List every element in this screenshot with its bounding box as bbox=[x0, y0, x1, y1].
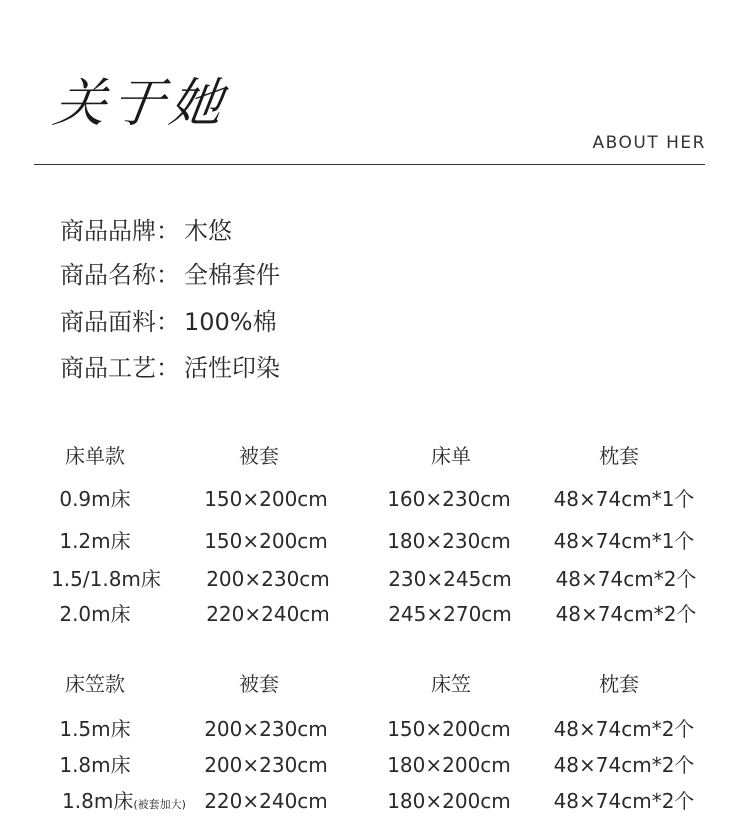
table-header: 床笠款 bbox=[65, 672, 125, 696]
info-value: 全棉套件 bbox=[184, 261, 280, 289]
info-value: 木悠 bbox=[184, 217, 232, 245]
info-row-name bbox=[60, 260, 280, 290]
table-cell: 230×245cm bbox=[388, 567, 512, 591]
header-divider bbox=[34, 164, 705, 165]
table-cell: 200×230cm bbox=[206, 567, 330, 591]
table-cell: 160×230cm bbox=[387, 487, 511, 511]
table-cell: 150×200cm bbox=[204, 529, 328, 553]
page-title-en: ABOUT HER bbox=[592, 133, 706, 153]
size-label: 1.8m床 bbox=[62, 789, 134, 813]
table-cell: 200×230cm bbox=[204, 717, 328, 741]
table-header: 床单款 bbox=[65, 444, 125, 468]
table-cell: 48×74cm*2个 bbox=[553, 753, 695, 777]
table-cell: 48×74cm*2个 bbox=[555, 602, 697, 626]
size-note: (被套加大) bbox=[133, 798, 186, 811]
table-cell: 150×200cm bbox=[387, 717, 511, 741]
table-cell: 220×240cm bbox=[206, 602, 330, 626]
table-cell: 245×270cm bbox=[388, 602, 512, 626]
table-cell: 48×74cm*1个 bbox=[553, 487, 695, 511]
table-cell: 200×230cm bbox=[204, 753, 328, 777]
table-cell bbox=[62, 788, 186, 818]
info-label: 商品面料： bbox=[60, 308, 180, 336]
info-label: 商品名称： bbox=[60, 261, 180, 289]
table-cell: 48×74cm*2个 bbox=[553, 717, 695, 741]
info-value: 100%棉 bbox=[184, 308, 277, 336]
table-cell: 0.9m床 bbox=[59, 487, 131, 511]
table-header: 枕套 bbox=[599, 672, 639, 696]
table-cell: 1.2m床 bbox=[59, 529, 131, 553]
table-cell: 180×200cm bbox=[387, 753, 511, 777]
table-cell: 48×74cm*2个 bbox=[553, 789, 695, 813]
table-cell: 2.0m床 bbox=[59, 602, 131, 626]
info-value: 活性印染 bbox=[184, 354, 280, 382]
table-cell: 48×74cm*1个 bbox=[553, 529, 695, 553]
info-label: 商品工艺： bbox=[60, 354, 180, 382]
table-cell: 1.8m床 bbox=[59, 753, 131, 777]
table-header: 枕套 bbox=[599, 444, 639, 468]
table-header: 被套 bbox=[239, 672, 279, 696]
table-cell: 180×230cm bbox=[387, 529, 511, 553]
table-header: 被套 bbox=[239, 444, 279, 468]
info-row-brand bbox=[60, 216, 232, 246]
page-title-cn: 关于她 bbox=[49, 74, 233, 134]
table-cell: 1.5/1.8m床 bbox=[51, 567, 161, 591]
info-row-craft bbox=[60, 353, 280, 383]
table-cell: 48×74cm*2个 bbox=[555, 567, 697, 591]
info-label: 商品品牌： bbox=[60, 217, 180, 245]
table-cell: 220×240cm bbox=[204, 789, 328, 813]
table-cell: 180×200cm bbox=[387, 789, 511, 813]
table-cell: 150×200cm bbox=[204, 487, 328, 511]
info-row-fabric bbox=[60, 307, 277, 337]
table-header: 床单 bbox=[431, 444, 471, 468]
table-cell: 1.5m床 bbox=[59, 717, 131, 741]
table-header: 床笠 bbox=[431, 672, 471, 696]
